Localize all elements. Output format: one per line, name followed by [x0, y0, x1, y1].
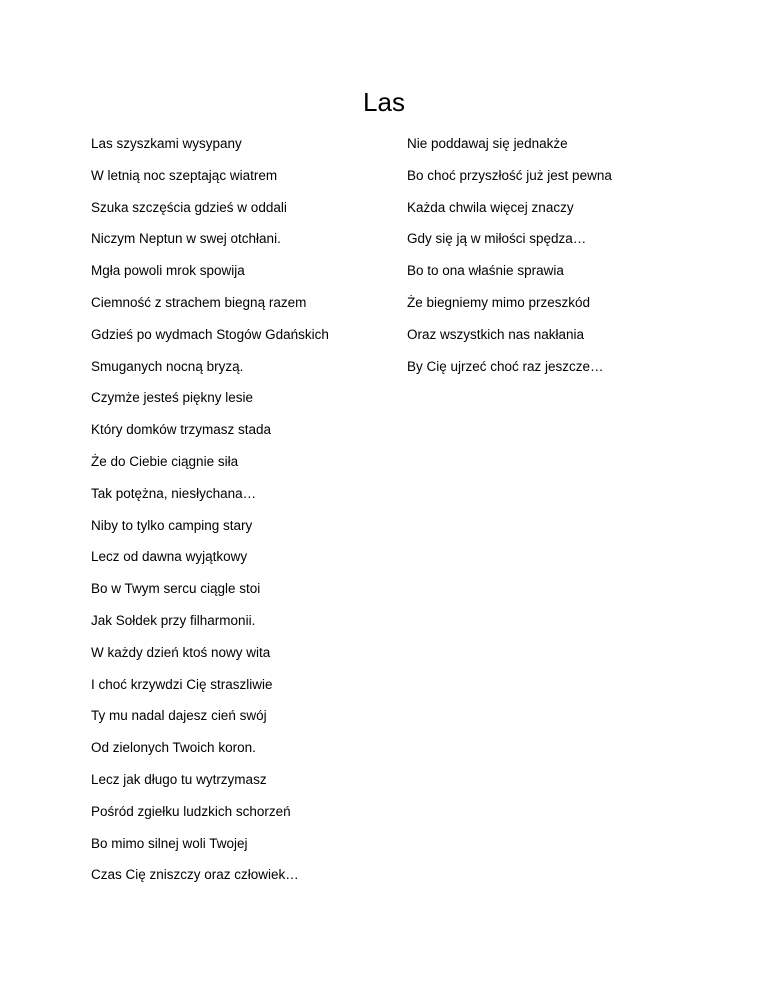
verse-line: Bo w Twym sercu ciągle stoi	[91, 581, 261, 597]
verse-line: Niczym Neptun w swej otchłani.	[91, 231, 281, 247]
verse-line: Smuganych nocną bryzą.	[91, 358, 244, 374]
verse-line: I choć krzywdzi Cię straszliwie	[91, 676, 273, 692]
verse-line: Bo to ona właśnie sprawia	[407, 263, 564, 279]
verse-line: Gdy się ją w miłości spędza…	[407, 231, 587, 247]
poem-left-column	[91, 135, 329, 898]
verse-line: Każda chwila więcej znaczy	[407, 199, 574, 215]
verse-line: Bo mimo silnej woli Twojej	[91, 835, 248, 851]
verse-line: Nie poddawaj się jednakże	[407, 136, 568, 151]
verse-line: Który domków trzymasz stada	[91, 422, 272, 438]
verse-line: Że do Ciebie ciągnie siła	[91, 453, 239, 469]
verse-line: Szuka szczęścia gdzieś w oddali	[91, 199, 287, 215]
poem-right-column	[407, 135, 612, 389]
verse-line: W każdy dzień ktoś nowy wita	[91, 644, 271, 660]
verse-line: Lecz od dawna wyjątkowy	[91, 549, 248, 565]
verse-line: Jak Sołdek przy filharmonii.	[91, 612, 256, 628]
verse-line: Mgła powoli mrok spowija	[91, 263, 245, 279]
verse-line: Las szyszkami wysypany	[91, 136, 242, 151]
poem-title: Las	[363, 87, 405, 117]
verse-line: Pośród zgiełku ludzkich schorzeń	[91, 803, 291, 819]
verse-line: Tak potężna, niesłychana…	[91, 485, 257, 501]
verse-line: Od zielonych Twoich koron.	[91, 740, 256, 756]
verse-line: Bo choć przyszłość już jest pewna	[407, 167, 612, 183]
verse-line: Gdzieś po wydmach Stogów Gdańskich	[91, 326, 329, 342]
verse-line: Czymże jesteś piękny lesie	[91, 390, 254, 406]
verse-line: W letnią noc szeptając wiatrem	[91, 167, 278, 183]
verse-line: Niby to tylko camping stary	[91, 517, 253, 533]
verse-line: Że biegniemy mimo przeszkód	[407, 294, 591, 310]
verse-line: Ciemność z strachem biegną razem	[91, 294, 307, 310]
verse-line: Ty mu nadal dajesz cień swój	[91, 708, 267, 724]
verse-line: Oraz wszystkich nas nakłania	[407, 326, 585, 342]
verse-line: By Cię ujrzeć choć raz jeszcze…	[407, 358, 604, 374]
verse-line: Lecz jak długo tu wytrzymasz	[91, 771, 267, 787]
verse-line: Czas Cię zniszczy oraz człowiek…	[91, 867, 299, 883]
